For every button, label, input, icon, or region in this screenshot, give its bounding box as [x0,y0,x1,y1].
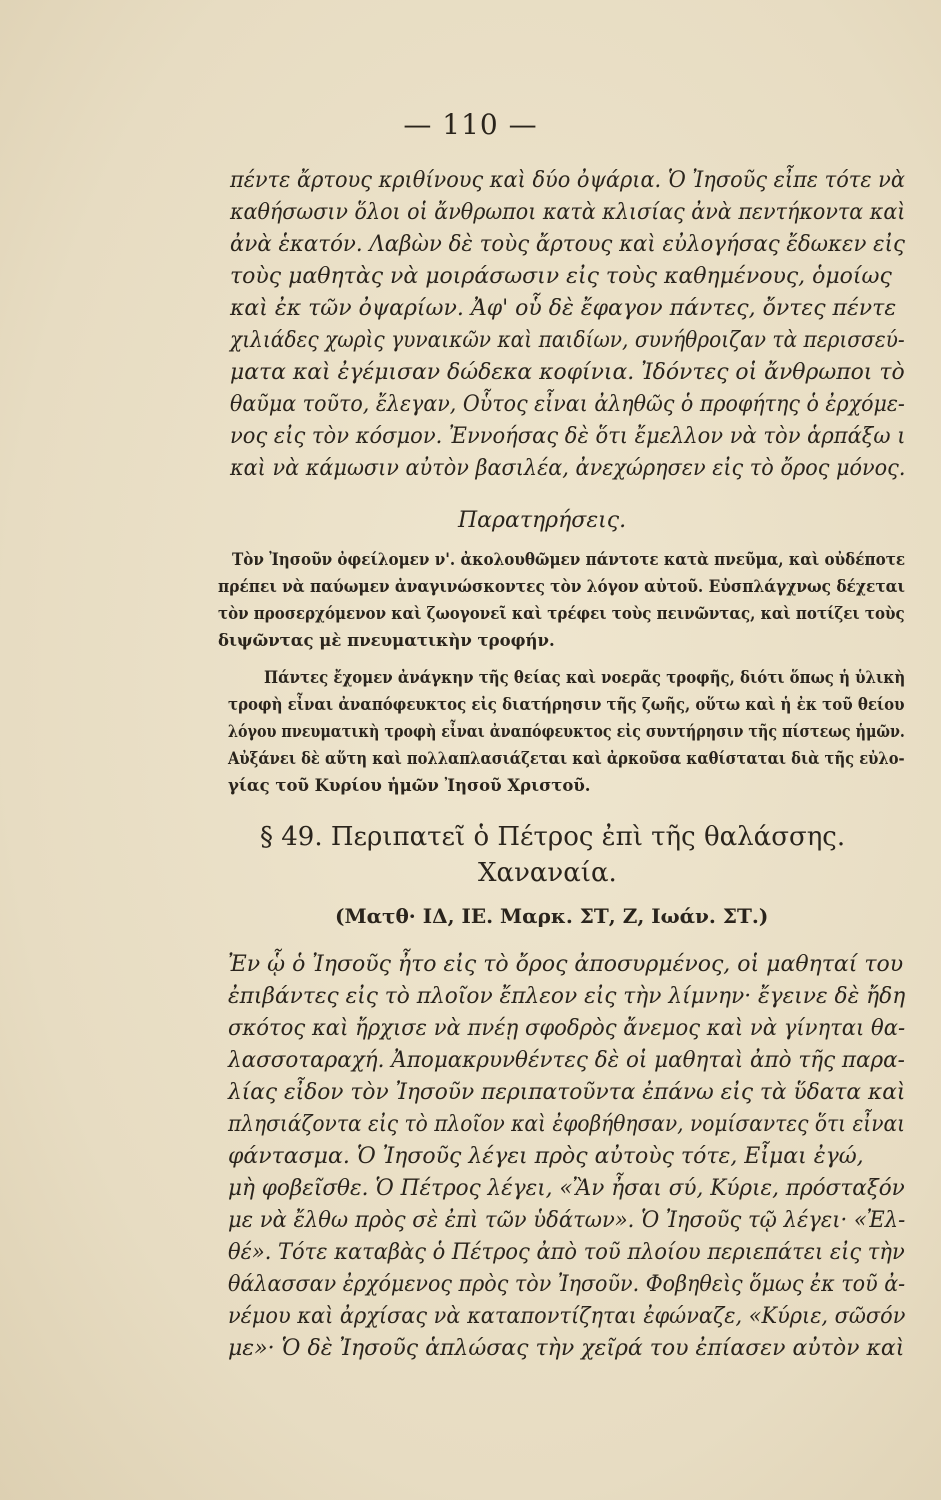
text-line: μὴ φοβεῖσθε. Ὁ Πέτρος λέγει, «Ἂν ἦσαι σύ, Κύριε, πρόσταξόν [228,1176,905,1201]
text-line: θάλασσαν ἐρχόμενος πρὸς τὸν Ἰησοῦν. Φοβηθεὶς ὅμως ἐκ τοῦ ἀ- [228,1272,906,1297]
note-line: λόγου πνευματικὴ τροφὴ εἶναι ἀναπόφευκτος εἰς συντήρησιν τῆς πίστεως ἡμῶν. [228,722,905,741]
note-line: πρέπει νὰ παύωμεν ἀναγινώσκοντες τὸν λόγον αὐτοῦ. Εὐσπλάγχνως δέχεται [218,577,905,596]
text-line: ἐπιβάντες εἰς τὸ πλοῖον ἔπλεον εἰς τὴν λίμνην· ἔγεινε δὲ ἤδη [228,984,906,1009]
text-line: πέντε ἄρτους κριθίνους καὶ δύο ὀψάρια. Ὁ Ἰησοῦς εἶπε τότε νὰ [230,168,905,193]
note-line: Τὸν Ἰησοῦν ὀφείλομεν ν'. ἀκολουθῶμεν πάντοτε κατὰ πνεῦμα, καὶ οὐδέποτε [232,550,906,569]
note-line: τὸν προσερχόμενον καὶ ζωογονεῖ καὶ τρέφει τοὺς πεινῶντας, καὶ ποτίζει τοὺς [218,604,905,623]
text-line: καὶ ἐκ τῶν ὀψαρίων. Ἀφ' οὗ δὲ ἔφαγον πάντες, ὄντες πέντε [230,296,897,321]
note-line: Αὐξάνει δὲ αὕτη καὶ πολλαπλασιάζεται καὶ ἀρκοῦσα καθίσταται διὰ τῆς εὐλο- [228,749,905,768]
text-line: χιλιάδες χωρὶς γυναικῶν καὶ παιδίων, συνήθροιζαν τὰ περισσεύ- [230,328,905,353]
text-line: θέ». Τότε καταβὰς ὁ Πέτρος ἀπὸ τοῦ πλοίου περιεπάτει εἰς τὴν [228,1240,905,1265]
text-line: τοὺς μαθητὰς νὰ μοιράσωσιν εἰς τοὺς καθημένους, ὁμοίως [230,264,892,289]
note-line: τροφὴ εἶναι ἀναπόφευκτος εἰς διατήρησιν τῆς ζωῆς, οὕτω καὶ ἡ ἐκ τοῦ θείου [228,695,905,714]
note-line: Πάντες ἔχομεν ἀνάγκην τῆς θείας καὶ νοερᾶς τροφῆς, διότι ὅπως ἡ ὑλικὴ [264,668,906,687]
text-line: λασσοταραχή. Ἀπομακρυνθέντες δὲ οἱ μαθηταὶ ἀπὸ τῆς παρα- [228,1048,905,1073]
text-line: ἀνὰ ἑκατόν. Λαβὼν δὲ τοὺς ἄρτους καὶ εὐλογήσας ἔδωκεν εἰς [230,232,905,257]
text-line: φάντασμα. Ὁ Ἰησοῦς λέγει πρὸς αὐτοὺς τότε, Εἶμαι ἐγώ, [228,1144,864,1169]
text-line: θαῦμα τοῦτο, ἔλεγαν, Οὗτος εἶναι ἀληθῶς ὁ προφήτης ὁ ἐρχόμε- [230,392,905,417]
page-number: — 110 — [403,108,538,141]
text-line: πλησιάζοντα εἰς τὸ πλοῖον καὶ ἐφοβήθησαν, νομίσαντες ὅτι εἶναι [228,1112,906,1137]
text-line: Ἐν ᾧ ὁ Ἰησοῦς ἦτο εἰς τὸ ὄρος ἀποσυρμένος, οἱ μαθηταί του [228,952,904,977]
text-line: καθήσωσιν ὅλοι οἱ ἄνθρωποι κατὰ κλισίας ἀνὰ πεντήκοντα καὶ [230,200,906,225]
section-heading: § 49. Περιπατεῖ ὁ Πέτρος ἐπὶ τῆς θαλάσσης. [260,822,846,852]
text-line: νος εἰς τὸν κόσμον. Ἐννοήσας δὲ ὅτι ἔμελλον νὰ τὸν ἁρπάξω ι [230,424,906,449]
section-subheading: Χαναναία. [478,858,617,888]
text-line: λίας εἶδον τὸν Ἰησοῦν περιπατοῦντα ἐπάνω εἰς τὰ ὕδατα καὶ [228,1080,906,1105]
text-line: με»· Ὁ δὲ Ἰησοῦς ἁπλώσας τὴν χεῖρά του ἐπίασεν αὐτὸν καὶ [228,1336,905,1361]
text-line: σκότος καὶ ἤρχισε νὰ πνέῃ σφοδρὸς ἄνεμος καὶ νὰ γίνηται θα- [228,1016,906,1041]
note-line: διψῶντας μὲ πνευματικὴν τροφήν. [218,631,555,650]
text-line: ματα καὶ ἐγέμισαν δώδεκα κοφίνια. Ἰδόντες οἱ ἄνθρωποι τὸ [230,360,905,385]
observations-heading: Παρατηρήσεις. [458,508,627,533]
text-line: καὶ νὰ κάμωσιν αὐτὸν βασιλέα, ἀνεχώρησεν εἰς τὸ ὄρος μόνος. [230,456,906,481]
text-line: με νὰ ἔλθω πρὸς σὲ ἐπὶ τῶν ὑδάτων». Ὁ Ἰησοῦς τῷ λέγει· «Ἐλ- [228,1208,906,1233]
section-references: (Ματθ· ΙΔ, ΙΕ. Μαρκ. ΣΤ, Ζ, Ιωάν. ΣΤ.) [335,904,769,928]
note-line: γίας τοῦ Κυρίου ἡμῶν Ἰησοῦ Χριστοῦ. [228,776,591,795]
text-line: νέμου καὶ ἀρχίσας νὰ καταποντίζηται ἐφώναζε, «Κύριε, σῶσόν [228,1304,906,1329]
